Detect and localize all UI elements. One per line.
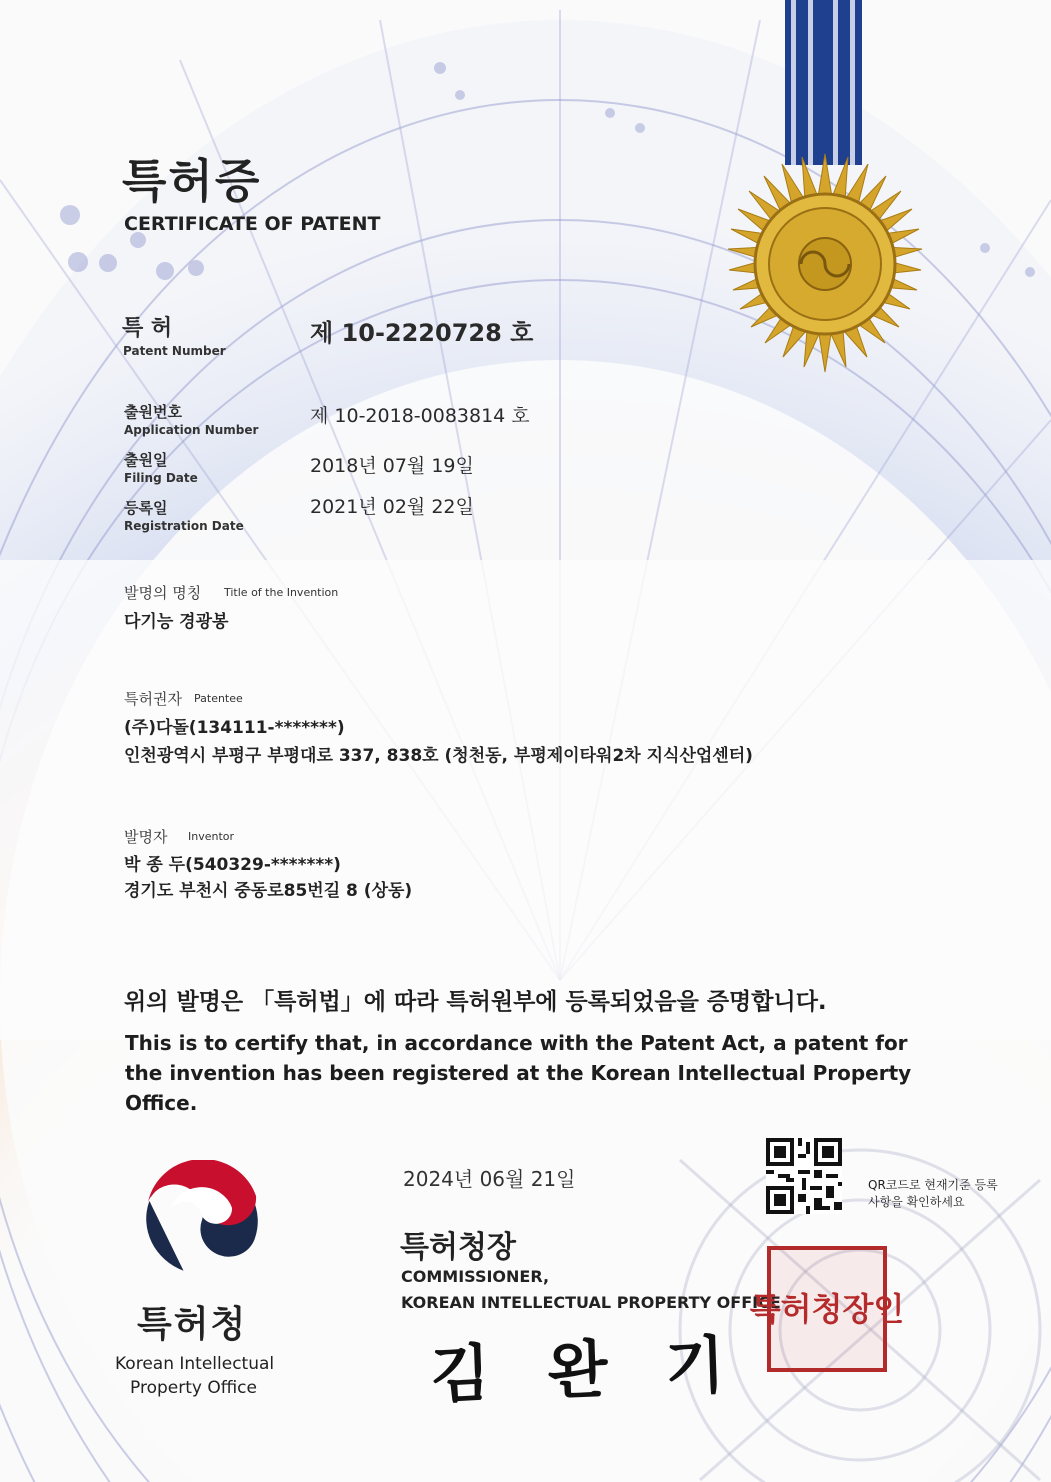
filing-date-label-english: Filing Date — [124, 471, 198, 485]
registration-date-label-english: Registration Date — [124, 519, 244, 533]
invention-label: 발명의 명칭 — [124, 584, 202, 602]
patent-number-value: 제 10-2220728 호 — [310, 319, 534, 347]
commissioner-title-english-line1: COMMISSIONER, — [401, 1267, 550, 1286]
patentee-label-english: Patentee — [194, 692, 243, 705]
patentee-name: (주)다돌(134111-*******) — [124, 718, 345, 738]
inventor-label: 발명자 — [124, 828, 168, 846]
qr-instruction-text: QR코드로 현재기준 등록사항을 확인하세요 — [868, 1178, 998, 1209]
registration-date-label: 등록일 — [124, 499, 168, 517]
inventor-address: 경기도 부천시 중동로85번길 8 (상동) — [124, 881, 413, 901]
ribbon-decoration — [785, 0, 862, 165]
registration-date-value: 2021년 02월 22일 — [310, 496, 474, 518]
patent-number-label-english: Patent Number — [123, 344, 226, 358]
declaration-korean: 위의 발명은 「특허법」에 따라 특허원부에 등록되었음을 증명합니다. — [124, 989, 827, 1015]
gold-medal-emblem — [705, 152, 945, 392]
filing-date-value: 2018년 07월 19일 — [310, 455, 474, 477]
application-number-label: 출원번호 — [124, 403, 182, 421]
commissioner-title-english-line2: KOREAN INTELLECTUAL PROPERTY OFFICE — [401, 1293, 781, 1312]
filing-date-label: 출원일 — [124, 451, 168, 469]
patentee-address: 인천광역시 부평구 부평대로 337, 838호 (청천동, 부평제이타워2차 지식산업센터) — [124, 746, 753, 766]
kipo-name-english-line2: Property Office — [130, 1378, 257, 1398]
invention-label-english: Title of the Invention — [224, 586, 339, 599]
inventor-name: 박 종 두(540329-*******) — [124, 855, 341, 875]
kipo-taegeuk-logo-icon — [140, 1160, 264, 1280]
certificate-title-english: CERTIFICATE OF PATENT — [124, 213, 381, 235]
application-number-label-english: Application Number — [124, 423, 259, 437]
application-number-value: 제 10-2018-0083814 호 — [310, 405, 530, 427]
patentee-label: 특허권자 — [124, 690, 182, 708]
kipo-name-english-line1: Korean Intellectual — [115, 1354, 275, 1374]
official-seal-stamp — [749, 1246, 905, 1372]
qr-code-icon[interactable] — [766, 1138, 842, 1214]
commissioner-signature: 김 완 기 — [428, 1327, 745, 1412]
inventor-label-english: Inventor — [188, 830, 235, 843]
seal-text: 특허청장인 — [749, 1290, 905, 1328]
certificate-title-korean: 특허증 — [122, 154, 262, 208]
commissioner-title-korean: 특허청장 — [400, 1230, 516, 1265]
declaration-english: This is to certify that, in accordance with the Patent Act, a patent for the invention has been registered at the Korean Intellectual Property Office. — [125, 1031, 912, 1115]
issue-date: 2024년 06월 21일 — [403, 1167, 576, 1191]
invention-title: 다기능 경광봉 — [124, 612, 229, 632]
kipo-name-korean: 특허청 — [137, 1304, 248, 1345]
patent-number-label: 특 허 — [122, 316, 173, 341]
